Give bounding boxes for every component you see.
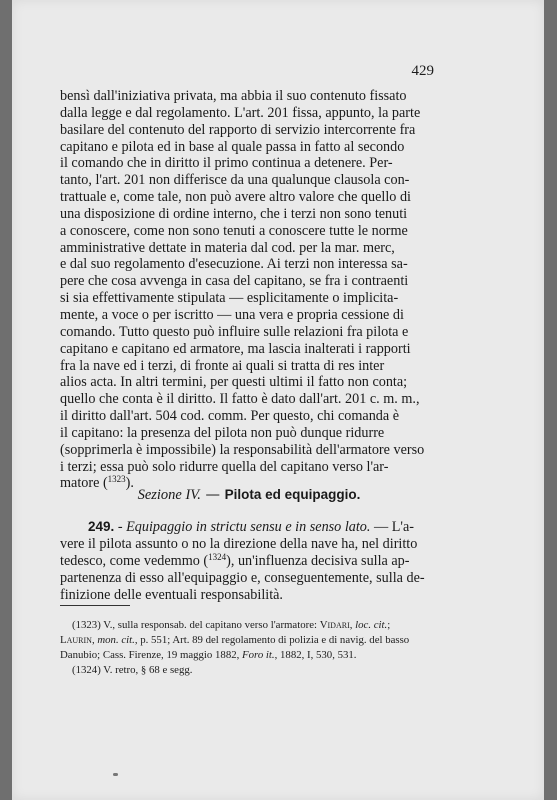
text-line-last: matore ($^{1323}$).	[60, 474, 134, 492]
footnote-separator	[60, 605, 130, 606]
text-line: finizione delle eventuali responsabilità.	[60, 587, 283, 603]
text-line: (sopprimerla è impossibile) la responsabilità dell'armatore verso	[60, 441, 425, 458]
book-page	[12, 0, 544, 800]
text-line: dalla legge e dal regolamento. L'art. 201 fissa, appunto, la parte	[60, 104, 421, 121]
section-title: Pilota ed equipaggio.	[224, 487, 361, 502]
text-line: il comando che in diritto il primo continua a detenere. Per-	[60, 155, 393, 172]
text-line: tanto, l'art. 201 non differisce da una qualunque clausola con-	[60, 172, 410, 189]
text-line: i terzi; essa può solo ridurre quella del capitano verso l'ar-	[60, 458, 389, 475]
text-line: bensì dall'iniziativa privata, ma abbia il suo contenuto fissato	[60, 88, 407, 104]
paragraph-number: 249.	[88, 519, 115, 534]
text-line: si sia effettivamente stipulata — esplicitamente o implicita-	[60, 290, 399, 307]
text-line: il diritto dall'art. 504 cod. comm. Per questo, chi comanda è	[60, 408, 400, 425]
footnote-1323: (1323) V., sulla responsab. del capitano verso l'armatore: Vidari, loc. cit.; Laurin, mon. cit., p. 551; Art. 89 del regolamento di polizia e di navig. del basso Danubio; Cass. Firenze, 19 maggio 1882, Foro it., 1882, I, 530, 531.	[60, 619, 410, 661]
text-line: comando. Tutto questo può influire sulle relazioni fra pilota e	[60, 323, 409, 340]
text-line: trattuale e, come tale, non può avere altro valore che quello di	[60, 189, 411, 206]
text-line: pere che cosa avvenga in casa del capitano, se fra i contraenti	[60, 273, 409, 290]
paragraph-249-line: 249. - Equipaggio in strictu sensu e in senso lato. — L'a-	[88, 519, 414, 535]
text-line: e dal suo regolamento d'esecuzione. Ai terzi non interessa sa-	[60, 256, 408, 273]
paragraph-title: Equipaggio in strictu sensu e in senso lato.	[126, 519, 371, 535]
text-line: capitano e capitano ed armatore, ma lascia inalterati i rapporti	[60, 340, 411, 357]
footnote-ref-1324: 1324	[208, 552, 227, 562]
text-line: il capitano: la presenza del pilota non può dunque ridurre	[60, 424, 385, 441]
footnote-1324: (1324) V. retro, § 68 e segg.	[72, 664, 193, 676]
ink-speck	[113, 773, 118, 776]
section-label: Sezione IV.	[137, 487, 201, 503]
paragraph-249	[60, 518, 438, 604]
footnote-ref-1323: 1323	[107, 474, 126, 485]
page-number: 429	[411, 63, 434, 79]
text-line: tedesco, come vedemmo ($^{1324}$), un'influenza decisiva sulla ap-	[60, 552, 410, 569]
main-paragraph	[60, 88, 438, 492]
text-line: alios acta. In altri termini, per questi ultimi il fatto non conta;	[60, 374, 408, 391]
text-line: quello che conta è il diritto. Il fatto è dato dall'art. 201 c. m. m.,	[60, 391, 420, 408]
section-heading: Sezione IV. — Pilota ed equipaggio.	[137, 487, 361, 503]
text-line: capitano e pilota ed in base al quale passa in fatto al secondo	[60, 138, 405, 155]
text-line: basilare del contenuto del rapporto di servizio intercorrente fra	[60, 121, 416, 138]
text-line: vere il pilota assunto o no la direzione della nave ha, nel diritto	[60, 536, 418, 552]
text-line: partenenza di esso all'equipaggio e, conseguentemente, sulla de-	[60, 570, 425, 586]
text-line: mente, a voce o per iscritto — una vera e propria cessione di	[60, 306, 404, 323]
text-line: amministrative dettate in materia dal cod. per la mar. merc,	[60, 239, 395, 256]
text-line: a conoscere, come non sono tenuti a conoscere tutte le norme	[60, 222, 408, 239]
footnotes	[60, 618, 438, 678]
text-line: fra la nave ed i terzi, di fronte ai quali si tratta di res inter	[60, 357, 385, 374]
text-line: una disposizione di ordine interno, che i terzi non sono tenuti	[60, 205, 408, 222]
